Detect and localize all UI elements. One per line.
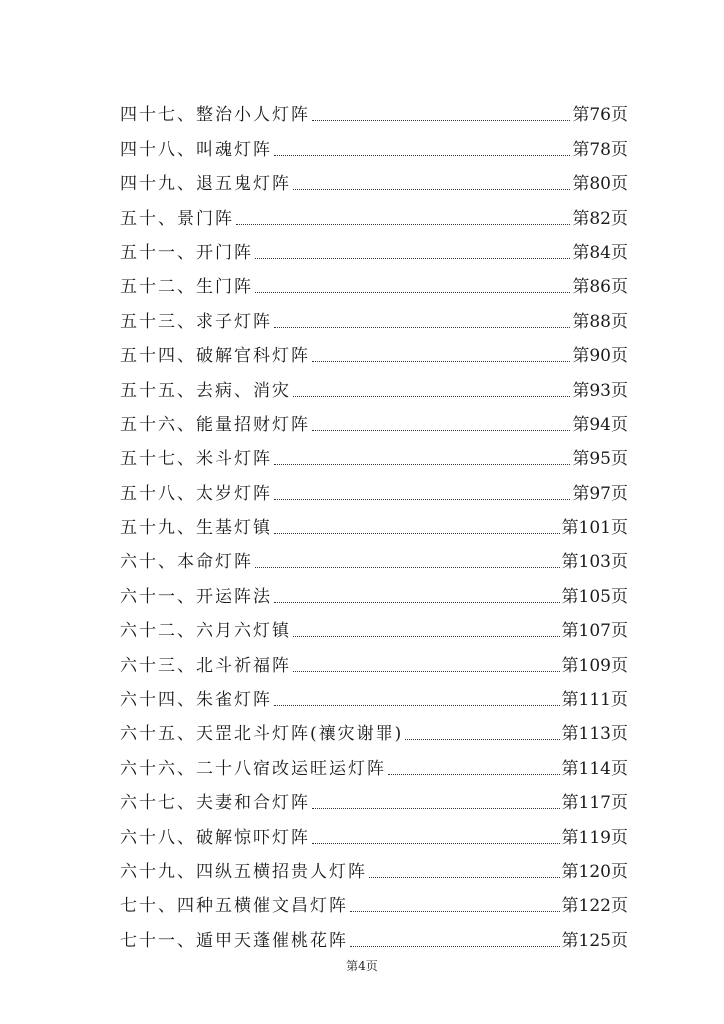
toc-entry	[120, 161, 628, 195]
toc-entry-title: 夫妻和合灯阵	[196, 793, 310, 814]
toc-entry-title: 生基灯镇	[196, 518, 272, 539]
toc-entry-title: 破解官科灯阵	[196, 346, 310, 367]
toc-entry	[120, 642, 628, 676]
dot-leader	[255, 567, 560, 568]
toc-entry-page: 第117页	[561, 793, 628, 814]
toc-entry-page: 第93页	[572, 380, 628, 401]
dot-leader	[293, 189, 570, 190]
toc-entry	[120, 539, 628, 573]
toc-entry-title: 遁甲天蓬催桃花阵	[196, 930, 348, 951]
toc-entry	[120, 505, 628, 539]
toc-entry-title: 开门阵	[196, 242, 253, 263]
toc-entry-number: 六十五、	[120, 724, 196, 745]
toc-entry-page: 第122页	[561, 896, 628, 917]
toc-entry-number: 六十二、	[120, 621, 196, 642]
dot-leader	[274, 155, 570, 156]
dot-leader	[274, 602, 560, 603]
toc-entry	[120, 298, 628, 332]
toc-entry-page: 第107页	[561, 621, 628, 642]
dot-leader	[350, 911, 560, 912]
toc-entry-number: 六十四、	[120, 690, 196, 711]
toc-entry-page: 第78页	[572, 139, 628, 160]
toc-entry-page: 第109页	[561, 655, 628, 676]
toc-entry-title: 朱雀灯阵	[196, 690, 272, 711]
toc-entry-number: 五十三、	[120, 311, 196, 332]
dot-leader	[274, 499, 570, 500]
dot-leader	[274, 464, 570, 465]
toc-entry-title: 开运阵法	[196, 586, 272, 607]
toc-entry-page: 第95页	[572, 449, 628, 470]
toc-entry	[120, 264, 628, 298]
toc-entry-page: 第94页	[572, 414, 628, 435]
toc-entry	[120, 849, 628, 883]
toc-entry-number: 五十、	[120, 208, 177, 229]
toc-entry-number: 五十七、	[120, 449, 196, 470]
toc-entry-page: 第76页	[572, 105, 628, 126]
toc-entry-page: 第120页	[561, 861, 628, 882]
toc-entry	[120, 711, 628, 745]
dot-leader	[405, 739, 559, 740]
toc-entry-page: 第90页	[572, 346, 628, 367]
dot-leader	[312, 361, 570, 362]
dot-leader	[236, 224, 570, 225]
toc-entry	[120, 917, 628, 951]
page-number: 第4页	[346, 959, 378, 973]
toc-entry	[120, 367, 628, 401]
toc-entry	[120, 230, 628, 264]
page-footer	[0, 957, 724, 974]
toc-entry-number: 六十九、	[120, 861, 196, 882]
dot-leader	[312, 430, 570, 431]
toc-entry-page: 第103页	[561, 552, 628, 573]
toc-entry-title: 二十八宿改运旺运灯阵	[196, 758, 386, 779]
toc-entry-number: 六十、	[120, 552, 177, 573]
toc-entry-page: 第119页	[561, 827, 628, 848]
toc-entry-page: 第105页	[561, 586, 628, 607]
toc-entry-title: 能量招财灯阵	[196, 414, 310, 435]
toc-entry	[120, 436, 628, 470]
toc-entry	[120, 126, 628, 160]
toc-entry-title: 四种五横催文昌灯阵	[177, 896, 348, 917]
toc-entry-page: 第113页	[561, 724, 628, 745]
toc-entry-number: 五十六、	[120, 414, 196, 435]
toc-entry-number: 四十八、	[120, 139, 196, 160]
toc-entry-page: 第82页	[572, 208, 628, 229]
toc-entry-number: 五十一、	[120, 242, 196, 263]
dot-leader	[274, 705, 560, 706]
toc-entry-number: 六十八、	[120, 827, 196, 848]
dot-leader	[312, 120, 570, 121]
dot-leader	[274, 327, 570, 328]
toc-entry-title: 本命灯阵	[177, 552, 253, 573]
toc-entry-number: 六十一、	[120, 586, 196, 607]
dot-leader	[293, 671, 560, 672]
toc-entry-number: 七十一、	[120, 930, 196, 951]
toc-entry-number: 五十四、	[120, 346, 196, 367]
toc-entry	[120, 402, 628, 436]
toc-entry-page: 第125页	[561, 930, 628, 951]
toc-entry-number: 五十五、	[120, 380, 196, 401]
dot-leader	[312, 843, 560, 844]
toc-entry	[120, 573, 628, 607]
toc-entry-title: 整治小人灯阵	[196, 105, 310, 126]
toc-entry-title: 北斗祈福阵	[196, 655, 291, 676]
toc-entry-title: 破解惊吓灯阵	[196, 827, 310, 848]
toc-entry-page: 第88页	[572, 311, 628, 332]
toc-entry-number: 六十三、	[120, 655, 196, 676]
toc-entry-page: 第80页	[572, 174, 628, 195]
dot-leader	[255, 258, 570, 259]
toc-entry-page: 第86页	[572, 277, 628, 298]
toc-entry	[120, 333, 628, 367]
toc-entry	[120, 608, 628, 642]
toc-entry-title: 求子灯阵	[196, 311, 272, 332]
toc-entry-title: 米斗灯阵	[196, 449, 272, 470]
toc-entry-page: 第101页	[561, 518, 628, 539]
dot-leader	[388, 774, 560, 775]
toc-entry-page: 第114页	[561, 758, 628, 779]
dot-leader	[274, 533, 560, 534]
toc-entry-title: 生门阵	[196, 277, 253, 298]
toc-entry-page: 第111页	[561, 690, 628, 711]
toc-entry-number: 五十八、	[120, 483, 196, 504]
toc-entry-title: 景门阵	[177, 208, 234, 229]
dot-leader	[369, 877, 560, 878]
dot-leader	[255, 292, 570, 293]
dot-leader	[312, 808, 560, 809]
toc-entry-title: 四纵五横招贵人灯阵	[196, 861, 367, 882]
toc-entry-number: 六十七、	[120, 793, 196, 814]
toc-entry	[120, 470, 628, 504]
dot-leader	[293, 636, 560, 637]
dot-leader	[293, 396, 570, 397]
toc-entry-page: 第84页	[572, 242, 628, 263]
toc-entry-title: 六月六灯镇	[196, 621, 291, 642]
dot-leader	[350, 946, 560, 947]
table-of-contents	[120, 92, 628, 952]
toc-entry-title: 退五鬼灯阵	[196, 174, 291, 195]
toc-entry	[120, 677, 628, 711]
toc-entry	[120, 780, 628, 814]
toc-entry-number: 六十六、	[120, 758, 196, 779]
toc-entry-page: 第97页	[572, 483, 628, 504]
toc-entry	[120, 92, 628, 126]
toc-entry	[120, 745, 628, 779]
toc-entry-title: 太岁灯阵	[196, 483, 272, 504]
toc-entry-number: 五十二、	[120, 277, 196, 298]
toc-entry-title: 叫魂灯阵	[196, 139, 272, 160]
toc-entry-number: 七十、	[120, 896, 177, 917]
toc-entry	[120, 814, 628, 848]
toc-entry-number: 四十九、	[120, 174, 196, 195]
toc-entry-number: 五十九、	[120, 518, 196, 539]
toc-entry-title: 去病、消灾	[196, 380, 291, 401]
toc-entry	[120, 883, 628, 917]
toc-entry-number: 四十七、	[120, 105, 196, 126]
toc-entry	[120, 195, 628, 229]
toc-entry-title: 天罡北斗灯阵(禳灾谢罪)	[196, 724, 404, 745]
